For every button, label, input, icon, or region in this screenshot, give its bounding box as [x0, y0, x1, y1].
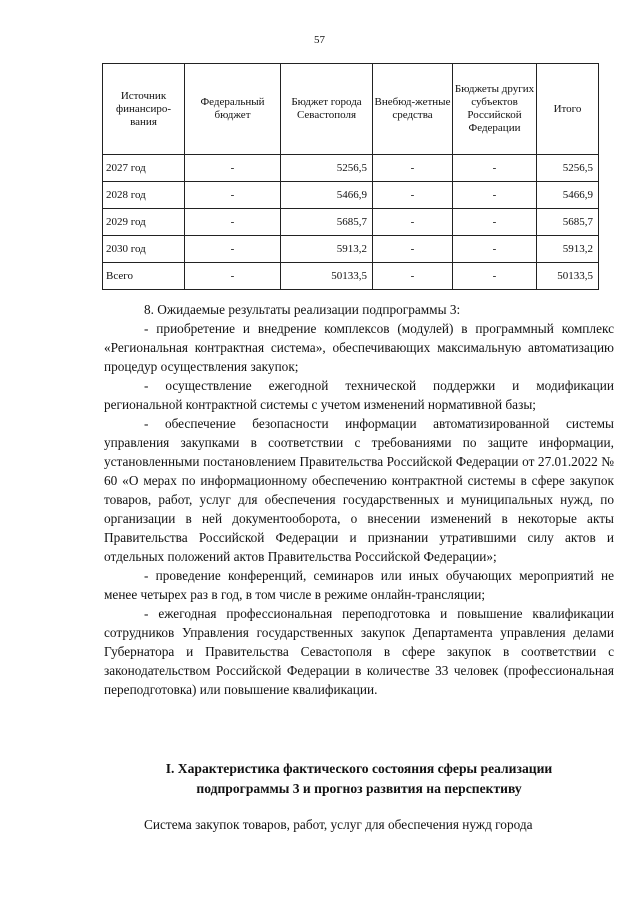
cell-federal: - — [185, 236, 281, 263]
cell-year: 2028 год — [103, 182, 185, 209]
header-federal: Федеральный бюджет — [185, 64, 281, 155]
cell-subjects: - — [453, 155, 537, 182]
cell-total: 5685,7 — [537, 209, 599, 236]
table-row — [103, 236, 599, 263]
cell-federal: - — [185, 155, 281, 182]
list-item: - осуществление ежегодной технической поддержки и модификации региональной контрактной системы с учетом изменений нормативной базы; — [104, 378, 614, 412]
table-row — [103, 182, 599, 209]
table-row — [103, 155, 599, 182]
section-1-heading-line1: I. Характеристика фактического состояния сферы реализации — [165, 761, 553, 776]
table-row — [103, 209, 599, 236]
list-item: - приобретение и внедрение комплексов (модулей) в программный комплекс «Региональная контрактная система», обеспечивающих максимальную автоматизацию процедур осуществления закупок; — [104, 321, 614, 374]
cell-city: 50133,5 — [281, 263, 373, 290]
financing-table — [102, 63, 599, 290]
list-item: - обеспечение безопасности информации автоматизированной системы управления закупками в соответствии с требованиями по защите информации, установленными постановлением Правительства Российской Федерации от 27.01.2022 № 60 «О мерах по информационному обеспечению контрактной системы в сфере закупок товаров, работ, услуг для обеспечения государственных и муниципальных нужд, по организации в ней документооборота, о внесении изменений в некоторые акты Правительства Российской Федерации и признании утратившими силу актов и отдельных положений актов Правительства Российской Федерации»; — [104, 416, 614, 564]
cell-federal: - — [185, 182, 281, 209]
cell-subjects: - — [453, 182, 537, 209]
cell-year: 2030 год — [103, 236, 185, 263]
cell-year: 2029 год — [103, 209, 185, 236]
cell-total: 5913,2 — [537, 236, 599, 263]
cell-city: 5256,5 — [281, 155, 373, 182]
page-number: 57 — [314, 34, 325, 46]
cell-extra: - — [373, 155, 453, 182]
cell-total: 5466,9 — [537, 182, 599, 209]
cell-extra: - — [373, 263, 453, 290]
cell-city: 5685,7 — [281, 209, 373, 236]
header-city: Бюджет города Севастополя — [281, 64, 373, 155]
header-subjects: Бюджеты других субъектов Российской Федерации — [453, 64, 537, 155]
list-item: - проведение конференций, семинаров или иных обучающих мероприятий не менее четырех раз в год, в том числе в режиме онлайн-трансляции; — [104, 568, 614, 602]
cell-total: 5256,5 — [537, 155, 599, 182]
header-extra: Внебюд-жетные средства — [373, 64, 453, 155]
cell-city: 5466,9 — [281, 182, 373, 209]
cell-extra: - — [373, 182, 453, 209]
cell-city: 5913,2 — [281, 236, 373, 263]
cell-year: 2027 год — [103, 155, 185, 182]
list-item: - ежегодная профессиональная переподготовка и повышение квалификации сотрудников Управления государственных закупок Департамента управления делами Губернатора и Правительства Севастополя в сфере закупок в соответствии с законодательством Российской Федерации в количестве 33 человек (профессиональная переподготовка) или повышение квалификации. — [104, 606, 614, 697]
cell-subjects: - — [453, 263, 537, 290]
header-total: Итого — [537, 64, 599, 155]
section-8-expected-results — [104, 300, 614, 699]
cell-subjects: - — [453, 209, 537, 236]
cell-extra: - — [373, 209, 453, 236]
cell-federal: - — [185, 263, 281, 290]
table-row-total — [103, 263, 599, 290]
section-1-text: Система закупок товаров, работ, услуг для обеспечения нужд города — [144, 817, 533, 832]
cell-federal: - — [185, 209, 281, 236]
cell-extra: - — [373, 236, 453, 263]
section-8-title: 8. Ожидаемые результаты реализации подпрограммы 3: — [144, 302, 461, 317]
cell-subjects: - — [453, 236, 537, 263]
section-1-heading — [104, 759, 614, 799]
cell-year: Всего — [103, 263, 185, 290]
section-1-heading-line2: подпрограммы 3 и прогноз развития на перспективу — [196, 781, 522, 796]
header-source: Источник финансиро-вания — [103, 64, 185, 155]
table-header-row — [103, 64, 599, 155]
cell-total: 50133,5 — [537, 263, 599, 290]
